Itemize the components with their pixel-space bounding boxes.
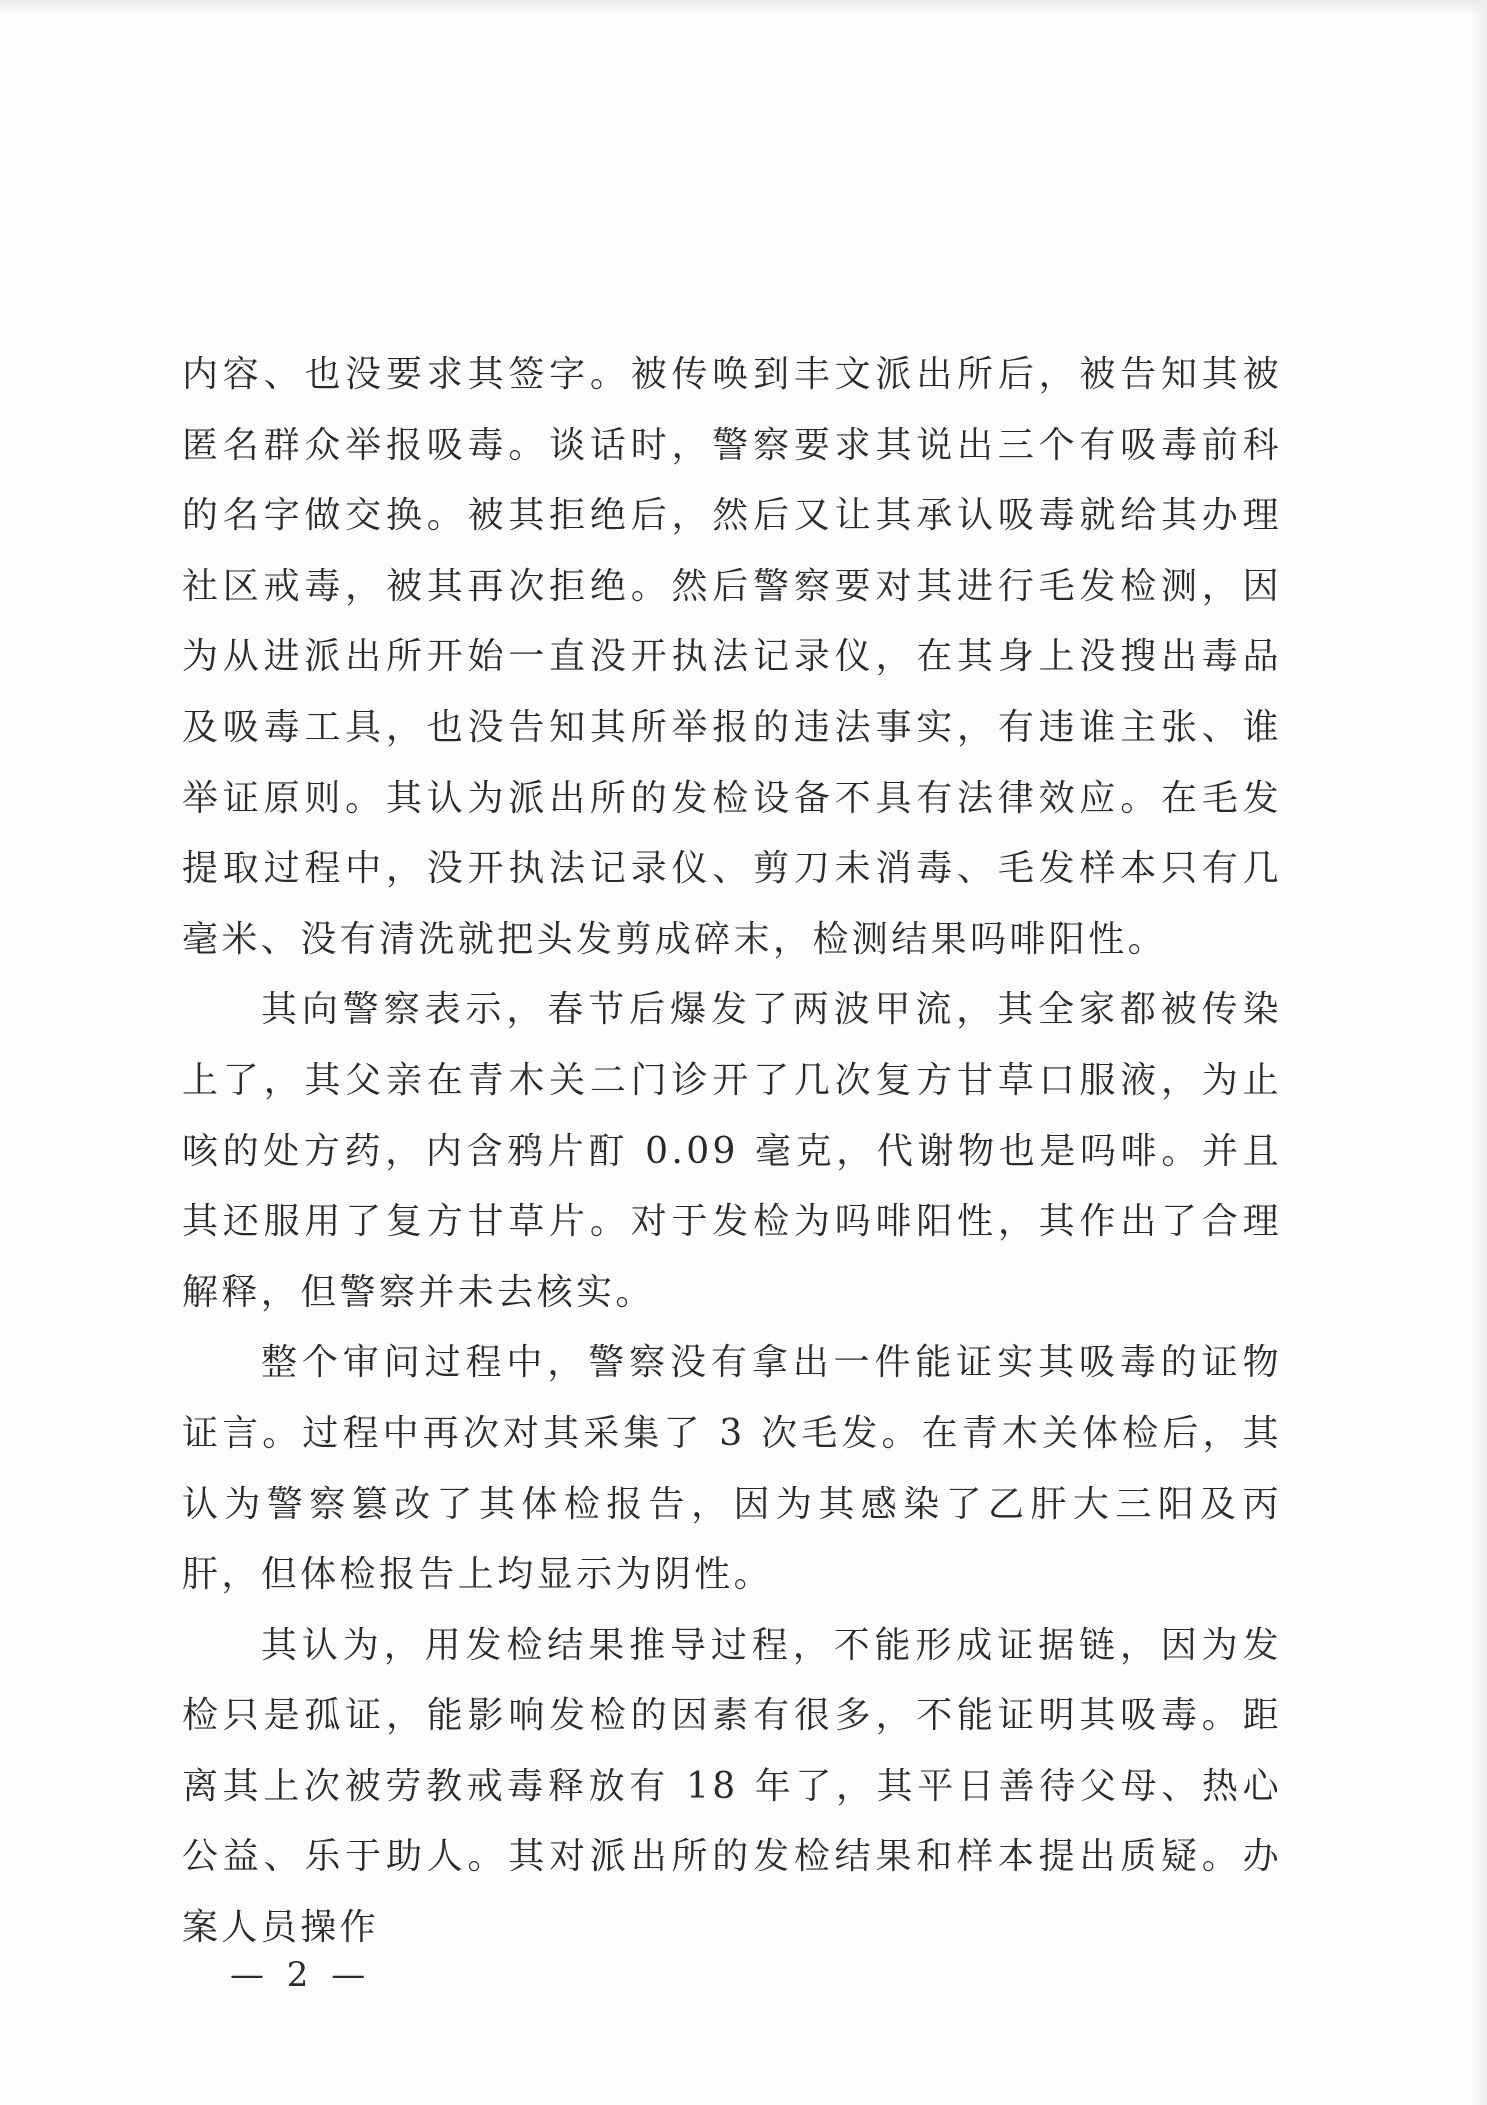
paragraph-continuation: 内容、也没要求其签字。被传唤到丰文派出所后，被告知其被匿名群众举报吸毒。谈话时，警察要求其说出三个有吸毒前科的名字做交换。被其拒绝后，然后又让其承认吸毒就给其办理社区戒毒，被其再次拒绝。然后警察要对其进行毛发检测，因为从进派出所开始一直没开执法记录仪，在其身上没搜出毒品及吸毒工具，也没告知其所举报的违法事实，有违谁主张、谁举证原则。其认为派出所的发检设备不具有法律效应。在毛发提取过程中，没开执法记录仪、剪刀未消毒、毛发样本只有几毫米、没有清洗就把头发剪成碎末，检测结果吗啡阳性。 [182, 354, 1282, 960]
scan-edge-right [1469, 0, 1487, 2105]
page-number: — 2 — [230, 1955, 372, 1995]
paragraph-interrogation: 整个审问过程中，警察没有拿出一件能证实其吸毒的证物证言。过程中再次对其采集了 3 次毛发。在青木关体检后，其认为警察篡改了其体检报告，因为其感染了乙肝大三阳及丙肝，但体检报告上均显示为阴性。 [182, 1342, 1282, 1596]
paragraph-evidence-doubt: 其认为，用发检结果推导过程，不能形成证据链，因为发检只是孤证，能影响发检的因素有很多，不能证明其吸毒。距离其上次被劳教戒毒释放有 18 年了，其平日善待父母、热心公益、乐于助人。其对派出所的发检结果和样本提出质疑。办案人员操作 [182, 1624, 1282, 1949]
document-body [182, 340, 1282, 1964]
scan-edge-top [0, 0, 1487, 14]
paragraph-flu-explanation: 其向警察表示，春节后爆发了两波甲流，其全家都被传染上了，其父亲在青木关二门诊开了几次复方甘草口服液，为止咳的处方药，内含鸦片酊 0.09 毫克，代谢物也是吗啡。并且其还服用了复方甘草片。对于发检为吗啡阳性，其作出了合理解释，但警察并未去核实。 [182, 989, 1282, 1313]
